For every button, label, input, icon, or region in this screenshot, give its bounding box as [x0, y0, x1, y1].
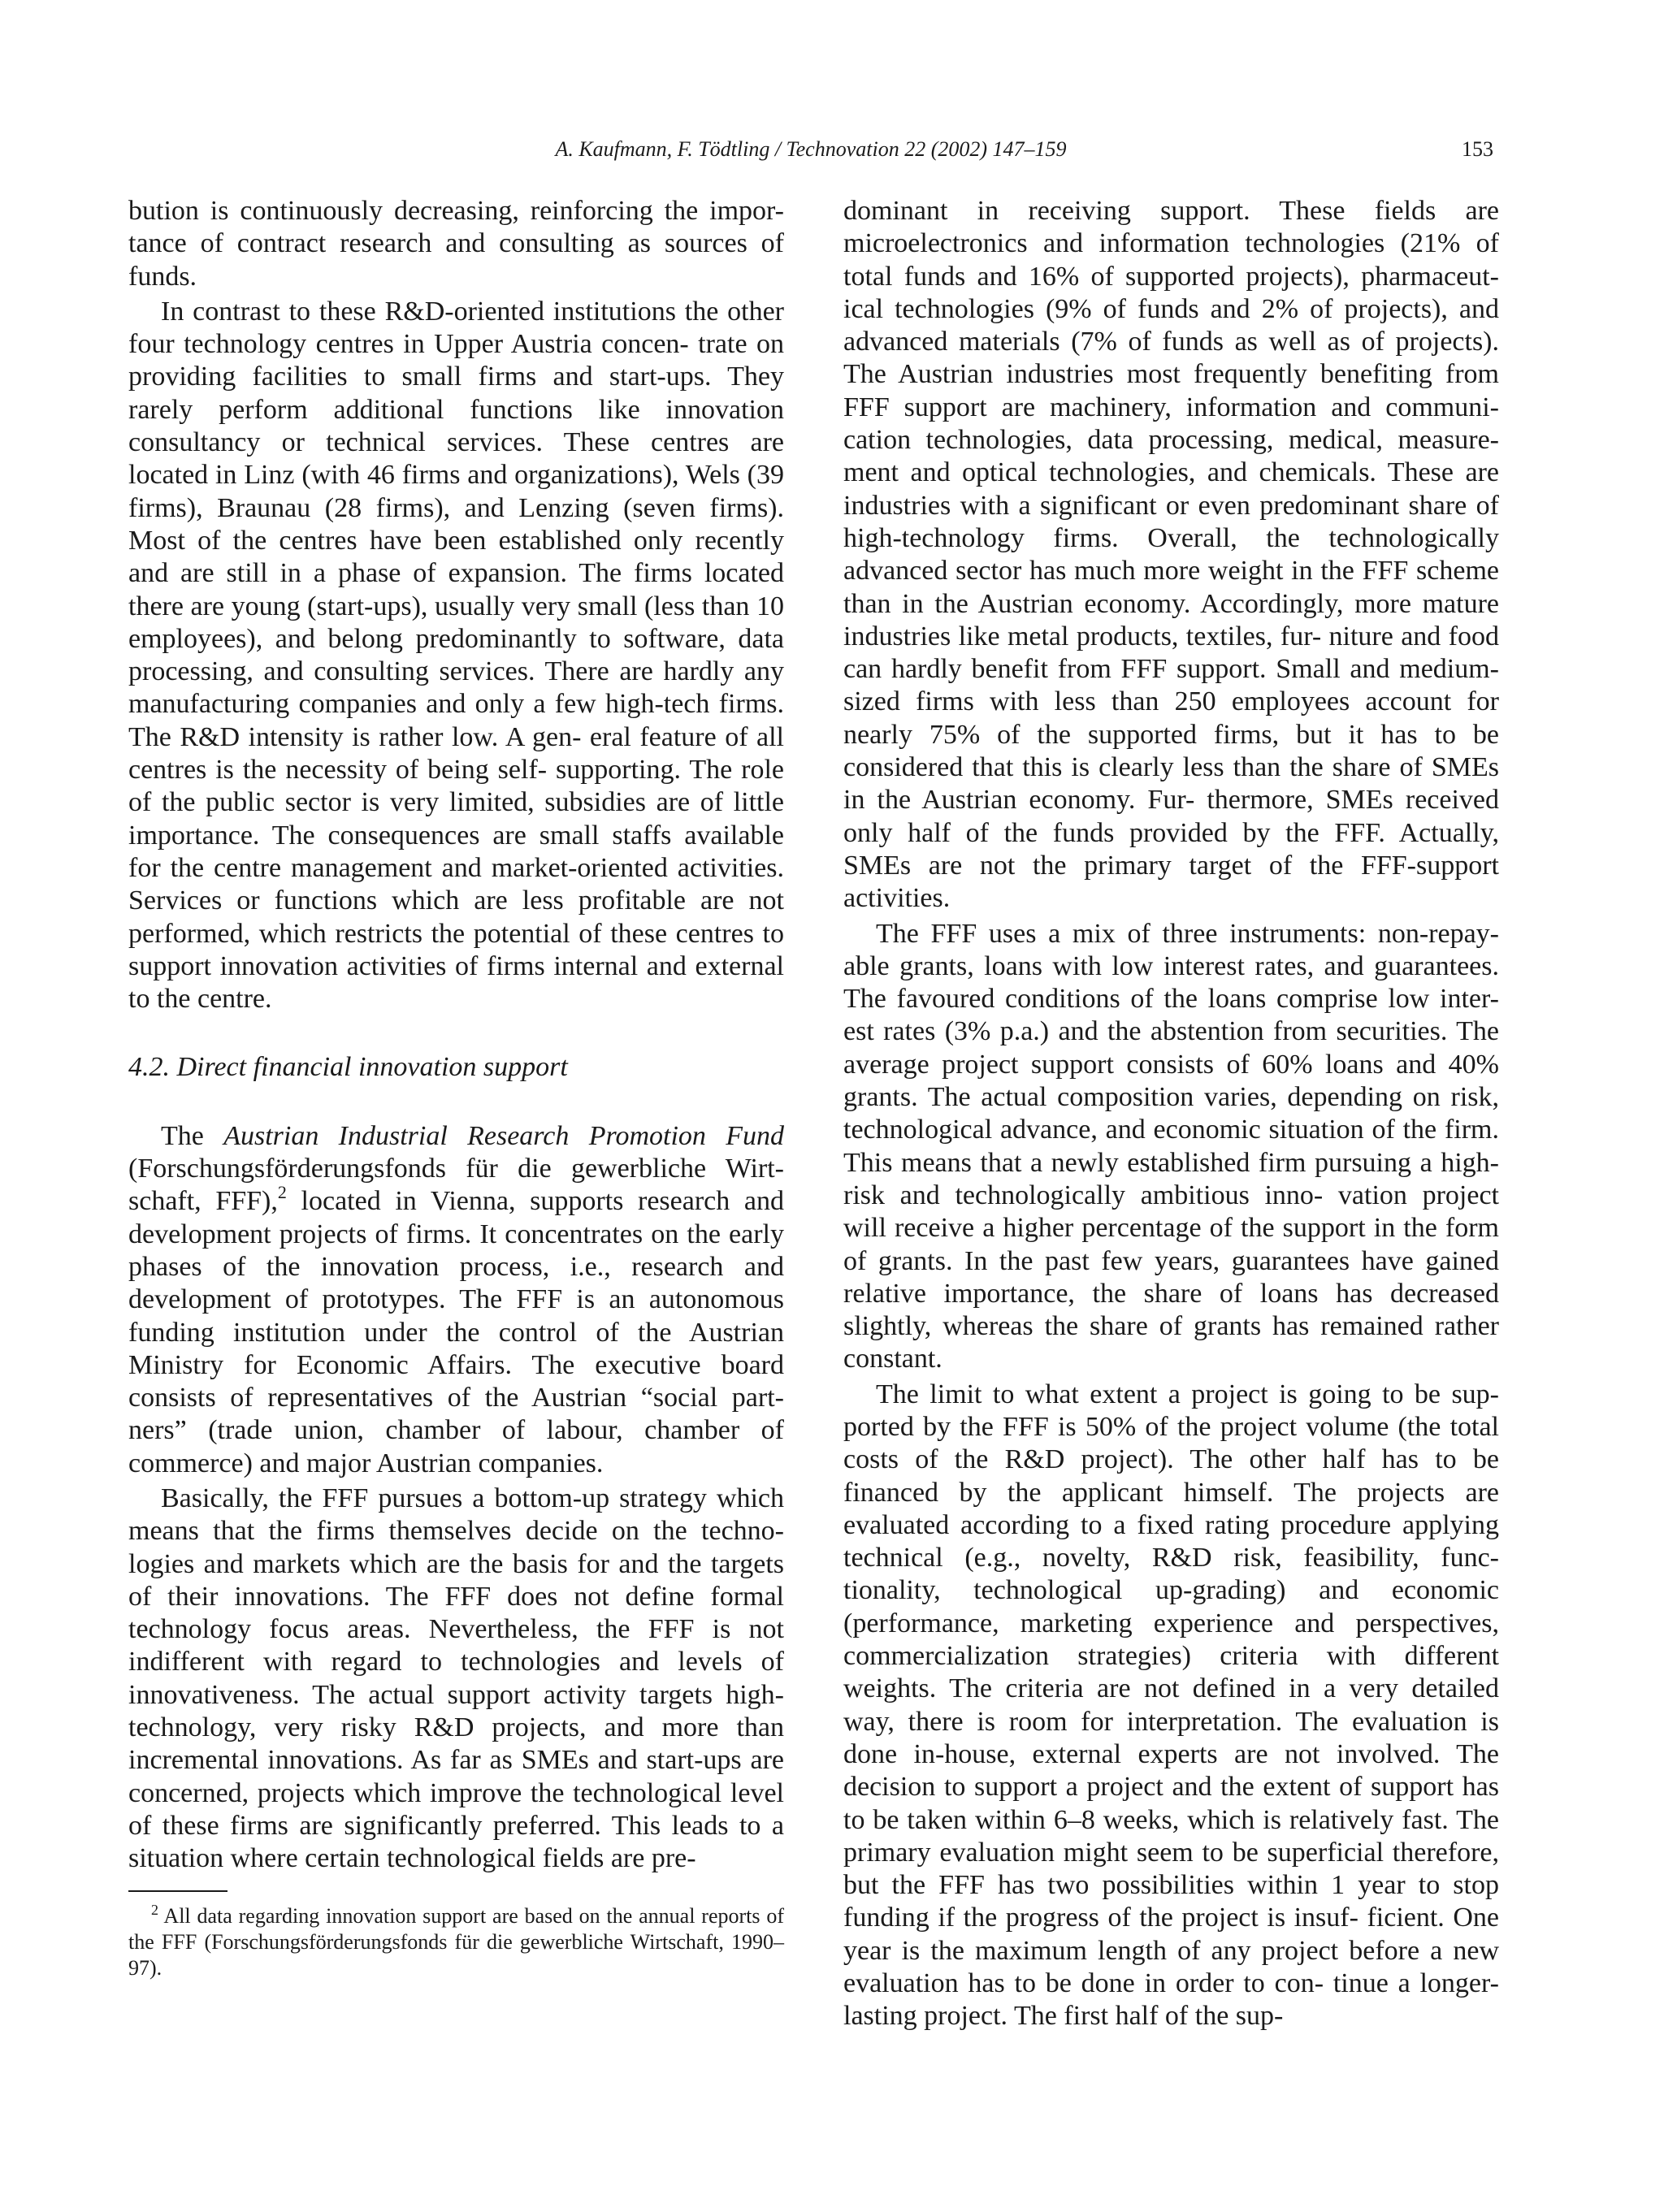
paragraph-text: (Forschungsförderungsfonds für die gewerbliche Wirt- schaft, FFF), [128, 1154, 784, 1217]
page-number: 153 [1462, 137, 1493, 161]
section-heading: 4.2. Direct financial innovation support [128, 1052, 568, 1083]
footnote-text: All data regarding innovation support are based on the annual reports of the FFF (Forschungsförderungsfonds für die gewerbliche Wirtschaft, 1990–97). [128, 1904, 784, 1980]
running-head [128, 133, 1493, 166]
footnote [128, 1903, 784, 1981]
paragraph: The FFF uses a mix of three instruments: non-repay- able grants, loans with low interest rates, and guarantees. The favoured conditions of the loans comprise low inter- est rates (3% p.a.) and the abstention from securities. The average project support consists of 60% loans and 40% grants. The actual composition varies, depending on risk, technological advance, and economic situation of the firm. This means that a newly established firm pursuing a high-risk and technologically ambitious inno- vation project will receive a higher percentage of the support in the form of grants. In the past few years, guarantees have gained relative importance, the share of loans has decreased slightly, whereas the share of grants has remained rather constant. [843, 918, 1499, 1374]
paragraph: In contrast to these R&D-oriented institutions the other four technology centres in Upper Austria concen- trate on providing facilities to small firms and start-ups. They rarely perform additional functions like innovation consultancy or technical services. These centres are located in Linz (with 46 firms and organizations), Wels (39 firms), Braunau (28 firms), and Lenzing (seven firms). Most of the centres have been established only recently and are still in a phase of expansion. The firms located there are young (start-ups), usually very small (less than 10 employees), and belong predominantly to software, data processing, and consulting services. There are hardly any manufacturing companies and only a few high-tech firms. The R&D intensity is rather low. A gen- eral feature of all centres is the necessity of being self- supporting. The role of the public sector is very limited, subsidies are of little importance. The consequences are small staffs available for the centre management and market-oriented activities. Services or functions which are less profitable are not performed, which restricts the potential of these centres to support innovation activities of firms internal and external to the centre. [128, 296, 784, 1015]
paragraph-text: The [161, 1120, 224, 1151]
left-column [128, 195, 784, 1876]
footnote-reference[interactable]: 2 [277, 1182, 287, 1203]
paragraph: bution is continuously decreasing, reinforcing the impor- tance of contract research and consulting as sources of funds. [128, 196, 784, 292]
paragraph: dominant in receiving support. These fields are microelectronics and information technologies (21% of total funds and 16% of supported projects), pharmaceut- ical technologies (9% of funds and 2% of projects), and advanced materials (7% of funds as well as of projects). The Austrian industries most frequently benefiting from FFF support are machinery, information and communi- cation technologies, data processing, medical, measure- ment and optical technologies, and chemicals. These are industries with a significant or even predominant share of high-technology firms. Overall, the technologically advanced sector has much more weight in the FFF scheme than in the Austrian economy. Accordingly, more mature industries like metal products, textiles, fur- niture and food can hardly benefit from FFF support. Small and medium-sized firms with less than 250 employees account for nearly 75% of the supported firms, but it has to be considered that this is clearly less than the share of SMEs in the Austrian economy. Fur- thermore, SMEs received only half of the funds provided by the FFF. Actually, SMEs are not the primary target of the FFF-support activities. [843, 196, 1499, 914]
fund-name: Austrian Industrial Research Promotion Fund [223, 1120, 784, 1151]
running-head-citation: A. Kaufmann, F. Tödtling / Technovation 22 (2002) 147–159 [555, 137, 1067, 161]
paragraph-text: located in Vienna, supports research and development projects of firms. It concentrates on the early phases of the innovation process, i.e., research and development of prototypes. The FFF is an autonomous funding institution under the control of the Austrian Ministry for Economic Affairs. The executive board consists of representatives of the Austrian “social part- ners” (trade union, chamber of labour, chamber of commerce) and major Austrian companies. [128, 1186, 784, 1478]
right-column [843, 195, 1499, 2033]
footnote-divider [128, 1890, 228, 1892]
paragraph [128, 1120, 784, 1480]
paragraph: Basically, the FFF pursues a bottom-up strategy which means that the firms themselves decide on the techno- logies and markets which are the basis for and the targets of their innovations. The FFF does not define formal technology focus areas. Nevertheless, the FFF is not indifferent with regard to technologies and levels of innovativeness. The actual support activity targets high- technology, very risky R&D projects, and more than incremental innovations. As far as SMEs and start-ups are concerned, projects which improve the technological level of these firms are significantly preferred. This leads to a situation where certain technological fields are pre- [128, 1483, 784, 1874]
footnote-number: 2 [151, 1902, 158, 1918]
paragraph: The limit to what extent a project is going to be sup- ported by the FFF is 50% of the project volume (the total costs of the R&D project). The other half has to be financed by the applicant himself. The projects are evaluated according to a fixed rating procedure applying technical (e.g., novelty, R&D risk, feasibility, func- tionality, technological up-grading) and economic (performance, marketing experience and perspectives, commercialization strategies) criteria with different weights. The criteria are not defined in a very detailed way, there is room for interpretation. The evaluation is done in-house, external experts are not involved. The decision to support a project and the extent of support has to be taken within 6–8 weeks, which is relatively fast. The primary evaluation might seem to be superficial therefore, but the FFF has two possibilities within 1 year to stop funding if the progress of the project is insuf- ficient. One year is the maximum length of any project before a new evaluation has to be done in order to con- tinue a longer-lasting project. The first half of the sup- [843, 1379, 1499, 2032]
